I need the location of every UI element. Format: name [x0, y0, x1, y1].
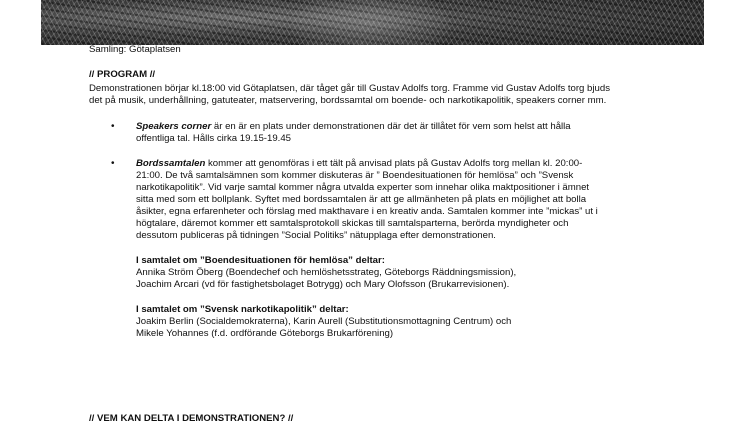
bullet-first-line	[136, 158, 709, 170]
bullet-line: narkotikapolitik”. Vid varje samtal kommer några utvalda experter som innehar olika maktpositioner i ämnet	[136, 182, 590, 193]
bullet-line: dessutom publiceras på tidningen ”Social Politiks” nätupplaga efter demonstrationen.	[136, 230, 496, 241]
bullet-term: Bordssamtalen	[136, 158, 206, 169]
intro-line: det på musik, underhållning, gatuteater, matservering, bordssamtal om boende- och narkotikapolitik, speakers corner mm.	[89, 95, 607, 106]
banner-photo-detail	[291, 0, 451, 45]
panel-participants-line: Joachim Arcari (vd för fastighetsbolaget Botrygg) och Mary Olofsson (Brukarrevisionen).	[136, 279, 510, 290]
bullet-bordssamtalen	[89, 158, 709, 242]
panel-participants-line: Joakim Berlin (Socialdemokraterna), Karin Aurell (Substitutionsmottagning Centrum) och	[136, 316, 512, 327]
bullet-text: är en är en plats under demonstrationen där det är tillåtet för vem som helst att hålla	[211, 121, 571, 132]
intro-line: Demonstrationen börjar kl.18:00 vid Götaplatsen, där tåget går till Gustav Adolfs torg. Framme vid Gustav Adolfs torg bjuds	[89, 83, 610, 94]
panel-participants-line: Annika Ström Öberg (Boendechef och hemlöshetsstrateg, Göteborgs Räddningsmission),	[136, 267, 517, 278]
bullet-dot-icon: •	[111, 121, 115, 132]
program-intro	[89, 83, 709, 107]
panel-narkotika	[89, 304, 709, 340]
bullet-dot-icon: •	[111, 158, 115, 169]
bullet-speakers-corner	[89, 121, 709, 145]
bullet-term: Speakers corner	[136, 121, 212, 132]
bullet-line: sitta med som ett bollplank. Syftet med bordssamtalen är att ge allmänheten på plats en möjlighet att bolla	[136, 194, 587, 205]
bullet-line: högtalare, däremot kommer ett samtalsprotokoll skickas till samtalsparterna, berörda myndigheter och	[136, 218, 569, 229]
gathering-place: Samling: Götaplatsen	[89, 44, 181, 55]
document-body	[89, 44, 709, 340]
program-bullet-list	[89, 121, 709, 242]
bullet-first-line	[136, 121, 709, 133]
next-section-heading: // VEM KAN DELTA I DEMONSTRATIONEN? //	[89, 413, 294, 424]
program-heading: // PROGRAM //	[89, 69, 156, 80]
bullet-line: offentliga tal. Hålls cirka 19.15-19.45	[136, 133, 292, 144]
panel-participants-line: Mikele Yohannes (f.d. ordförande Göteborgs Brukarförening)	[136, 328, 394, 339]
panel-title: I samtalet om ”Boendesituationen för hemlösa” deltar:	[136, 255, 385, 266]
panel-title: I samtalet om ”Svensk narkotikapolitik” deltar:	[136, 304, 349, 315]
bullet-line: åsikter, egna erfarenheter och förslag med makthavare i en kreativ anda. Samtalen kommer inte ”mickas” ut i	[136, 206, 598, 217]
bullet-line: 21:00. De två samtalsämnen som kommer diskuteras är ” Boendesituationen för hemlösa” och ”Svensk	[136, 170, 574, 181]
panel-boende	[89, 255, 709, 291]
bullet-text: kommer att genomföras i ett tält på anvisad plats på Gustav Adolfs torg mellan kl. 20:00-	[205, 158, 583, 169]
header-photo-banner	[41, 0, 704, 45]
